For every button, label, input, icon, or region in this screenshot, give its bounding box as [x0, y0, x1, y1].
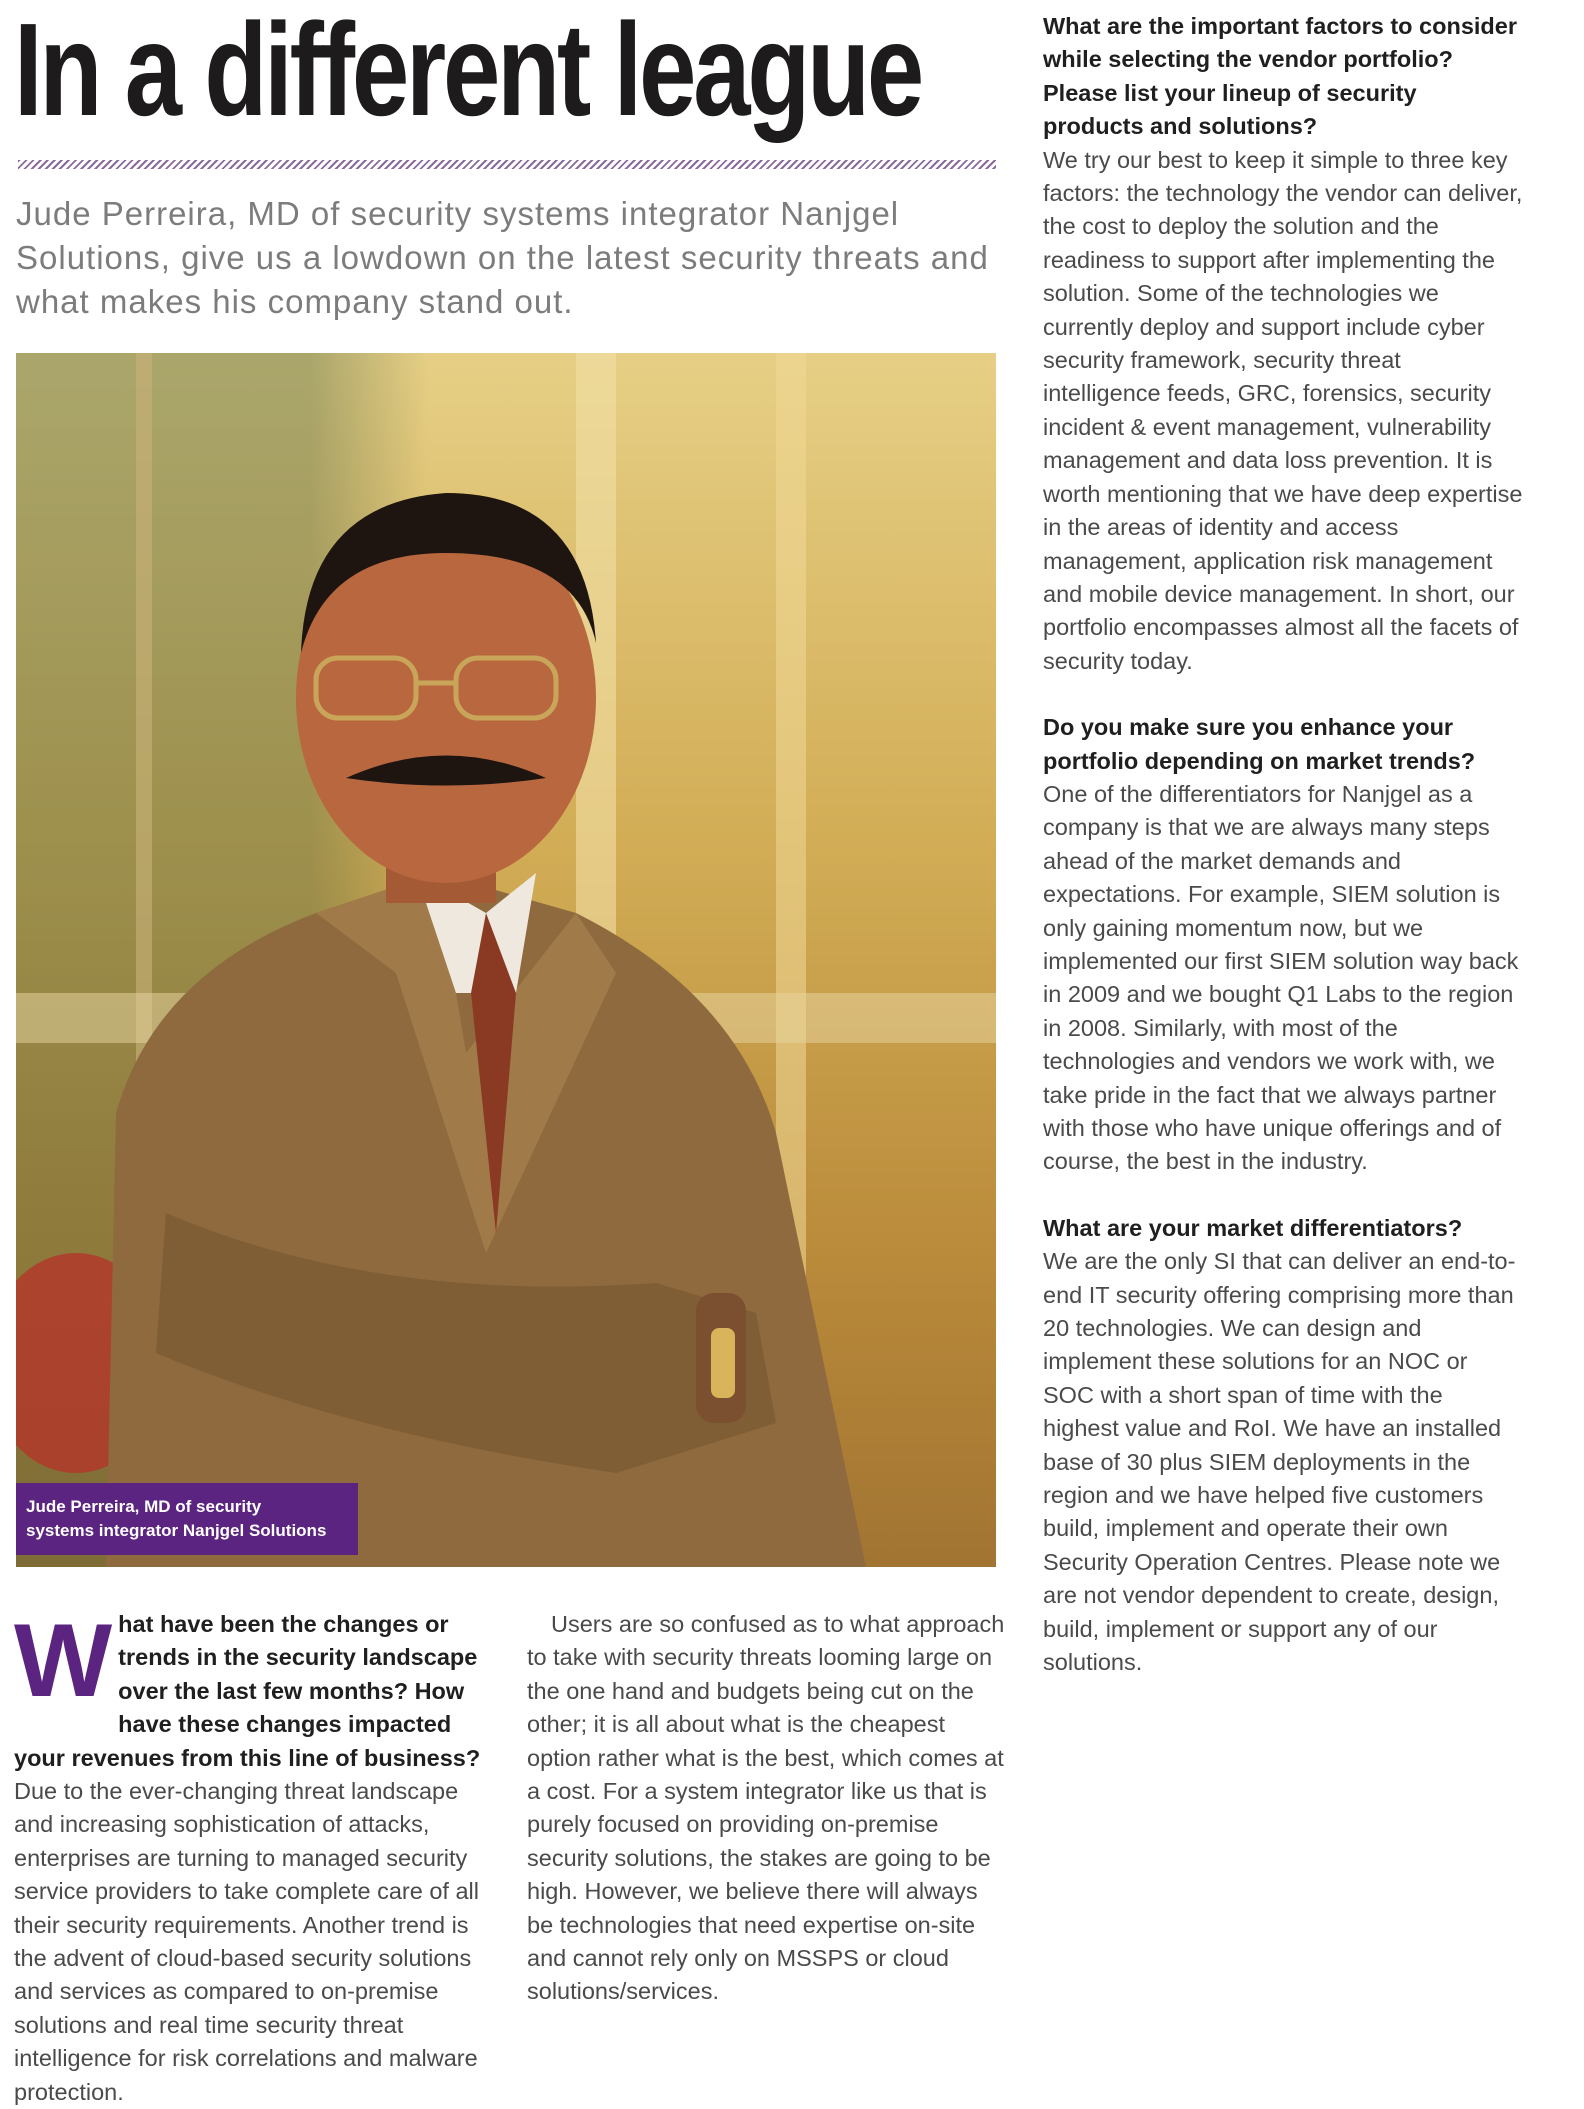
article-column-3 — [1043, 10, 1523, 1680]
portrait-illustration — [16, 353, 996, 1567]
portrait-photo — [16, 353, 996, 1567]
article-column-1 — [14, 1603, 494, 2109]
answer-3: One of the differentiators for Nanjgel as a company is that we are always many steps ahead of the market demands and expectations. For example, SIEM solution is only gaining momentum now, but we implemented our first SIEM solution way back in 2009 and we bought Q1 Labs to the region in 2008. Similarly, with most of the technologies and vendors we work with, we take pride in the fact that we always partner with those who have unique offerings and of course, the best in the industry. — [1043, 780, 1519, 1175]
headline: In a different league — [14, 0, 922, 143]
answer-1-paragraph-2: Users are so confused as to what approach to take with security threats looming large on the one hand and budgets being cut on the other; it is all about what is the cheapest option rather what is the best, which comes at a cost. For a system integrator like us that is purely focused on providing on-premise security solutions, the stakes are going to be high. However, we believe there will always be technologies that need expertise on-site and cannot rely only on MSSPS or cloud solutions/services. — [527, 1611, 1005, 2005]
answer-2: We try our best to keep it simple to three key factors: the technology the vendor can deliver, the cost to deploy the solution and the readiness to support after implementing the solution. Some of the technologies we currently deploy and support include cyber security framework, security threat intelligence feeds, GRC, forensics, security incident & event management, vulnerability management and data loss prevention. It is worth mentioning that we have deep expertise in the areas of identity and access management, application risk management and mobile device management. In short, our portfolio encompasses almost all the facets of security today. — [1043, 146, 1523, 674]
drop-cap: W — [14, 1603, 113, 1719]
article-column-2 — [527, 1608, 1007, 2009]
question-3: Do you make sure you enhance your portfolio depending on market trends? — [1043, 714, 1476, 774]
question-2: What are the important factors to consider while selecting the vendor portfolio? Please list your lineup of security products and solutions? — [1043, 13, 1517, 140]
photo-caption — [16, 1483, 358, 1555]
standfirst: Jude Perreira, MD of security systems integrator Nanjgel Solutions, give us a lowdown on the latest security threats and what makes his company stand out. — [16, 195, 989, 320]
question-1: hat have been the changes or trends in the security landscape over the last few months? How have these changes impacted your revenues from this line of business? — [14, 1611, 481, 1771]
answer-1-paragraph-1: Due to the ever-changing threat landscape and increasing sophistication of attacks, enterprises are turning to managed security service providers to take complete care of all their security requirements. Another trend is the advent of cloud-based security solutions and services as compared to on-premise solutions and real time security threat intelligence for risk correlations and malware protection. — [14, 1778, 479, 2105]
question-4: What are your market differentiators? — [1043, 1214, 1463, 1241]
caption-line-1: Jude Perreira, MD of security — [26, 1497, 262, 1516]
answer-4: We are the only SI that can deliver an end-to-end IT security offering comprising more than 20 technologies. We can design and implement these solutions for an NOC or SOC with a short span of time with the highest value and RoI. We have an installed base of 30 plus SIEM deployments in the region and we have helped five customers build, implement and operate their own Security Operation Centres. Please note we are not vendor dependent to create, design, build, implement or support any of our solutions. — [1043, 1248, 1516, 1676]
hatched-rule — [18, 160, 996, 169]
caption-line-2: systems integrator Nanjgel Solutions — [26, 1521, 327, 1540]
